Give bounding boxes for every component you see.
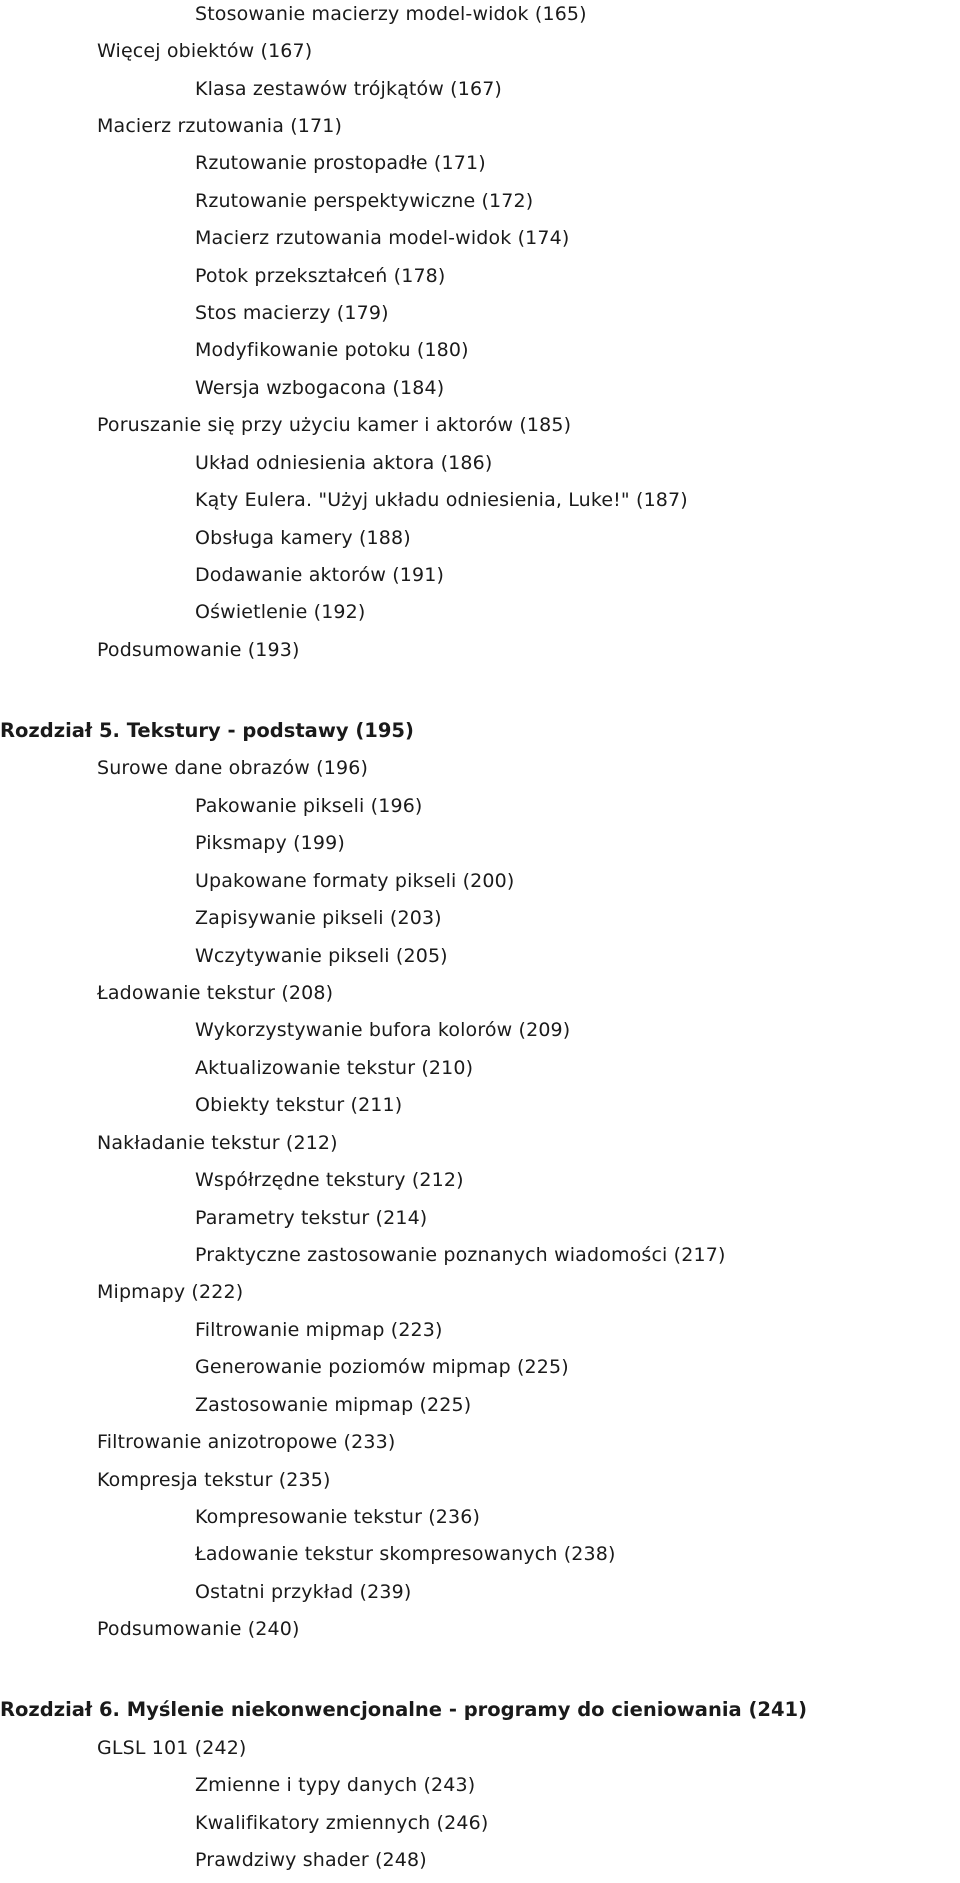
- toc-entry: Wersja wzbogacona (184): [195, 377, 445, 399]
- toc-entry: Nakładanie tekstur (212): [97, 1132, 338, 1154]
- toc-entry: Zastosowanie mipmap (225): [195, 1394, 472, 1416]
- toc-entry: Klasa zestawów trójkątów (167): [195, 78, 502, 100]
- toc-entry: Obiekty tekstur (211): [195, 1094, 403, 1116]
- toc-entry: Filtrowanie anizotropowe (233): [97, 1431, 396, 1453]
- toc-entry: Ostatni przykład (239): [195, 1581, 412, 1603]
- toc-entry: Kompresja tekstur (235): [97, 1469, 331, 1491]
- toc-entry: Wykorzystywanie bufora kolorów (209): [195, 1019, 571, 1041]
- toc-entry: GLSL 101 (242): [97, 1737, 247, 1759]
- toc-entry: Ładowanie tekstur skompresowanych (238): [195, 1543, 616, 1565]
- toc-entry: Obsługa kamery (188): [195, 527, 411, 549]
- toc-entry: Potok przekształceń (178): [195, 265, 446, 287]
- toc-entry: Stos macierzy (179): [195, 302, 389, 324]
- toc-entry: Współrzędne tekstury (212): [195, 1169, 464, 1191]
- toc-entry: Zapisywanie pikseli (203): [195, 907, 442, 929]
- toc-entry: Układ odniesienia aktora (186): [195, 452, 493, 474]
- toc-entry: Stosowanie macierzy model-widok (165): [195, 3, 587, 25]
- toc-entry: Surowe dane obrazów (196): [97, 757, 369, 779]
- toc-entry: Ładowanie tekstur (208): [97, 982, 334, 1004]
- toc-entry: Rzutowanie perspektywiczne (172): [195, 190, 534, 212]
- toc-entry: Praktyczne zastosowanie poznanych wiadomości (217): [195, 1244, 726, 1266]
- toc-entry: Kąty Eulera. "Użyj układu odniesienia, Luke!" (187): [195, 489, 688, 511]
- toc-entry: Zmienne i typy danych (243): [195, 1774, 476, 1796]
- chapter-heading: Rozdział 5. Tekstury - podstawy (195): [0, 719, 414, 742]
- toc-entry: Poruszanie się przy użyciu kamer i aktorów (185): [97, 414, 572, 436]
- toc-entry: Mipmapy (222): [97, 1281, 244, 1303]
- toc-entry: Piksmapy (199): [195, 832, 345, 854]
- toc-entry: Generowanie poziomów mipmap (225): [195, 1356, 569, 1378]
- toc-entry: Rzutowanie prostopadłe (171): [195, 152, 486, 174]
- toc-entry: Filtrowanie mipmap (223): [195, 1319, 443, 1341]
- toc-entry: Prawdziwy shader (248): [195, 1849, 427, 1871]
- toc-entry: Modyfikowanie potoku (180): [195, 339, 469, 361]
- toc-entry: Podsumowanie (240): [97, 1618, 300, 1640]
- toc-entry: Wczytywanie pikseli (205): [195, 945, 448, 967]
- toc-entry: Pakowanie pikseli (196): [195, 795, 423, 817]
- toc-entry: Upakowane formaty pikseli (200): [195, 870, 515, 892]
- toc-entry: Parametry tekstur (214): [195, 1207, 428, 1229]
- toc-entry: Macierz rzutowania (171): [97, 115, 343, 137]
- toc-entry: Więcej obiektów (167): [97, 40, 313, 62]
- toc-entry: Oświetlenie (192): [195, 601, 366, 623]
- toc-entry: Kwalifikatory zmiennych (246): [195, 1812, 489, 1834]
- toc-entry: Macierz rzutowania model-widok (174): [195, 227, 570, 249]
- toc-entry: Podsumowanie (193): [97, 639, 300, 661]
- toc-entry: Dodawanie aktorów (191): [195, 564, 445, 586]
- toc-entry: Aktualizowanie tekstur (210): [195, 1057, 474, 1079]
- toc-entry: Kompresowanie tekstur (236): [195, 1506, 481, 1528]
- chapter-heading: Rozdział 6. Myślenie niekonwencjonalne - programy do cieniowania (241): [0, 1698, 808, 1721]
